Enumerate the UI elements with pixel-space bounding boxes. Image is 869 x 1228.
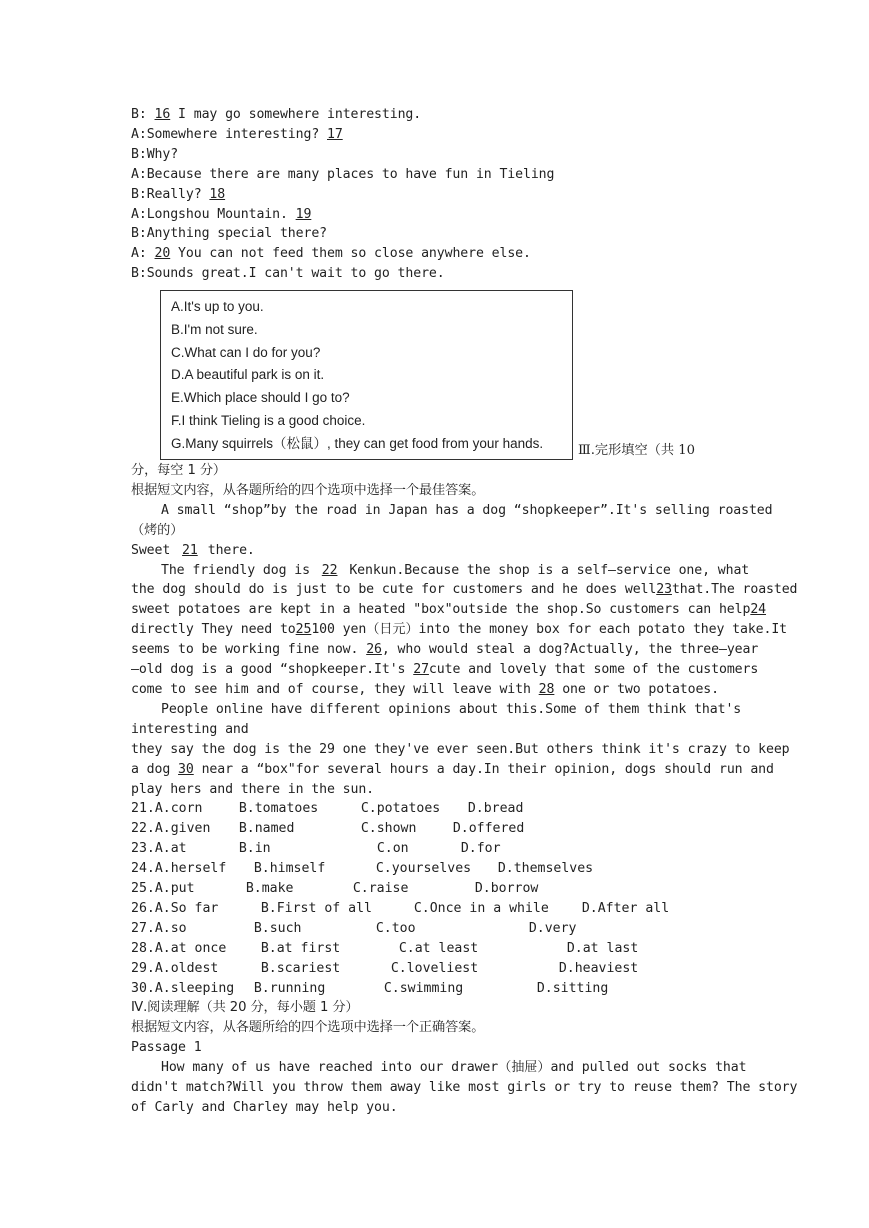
question-row: 21. A.corn B.tomatoes C.potatoes D.bread (131, 801, 524, 817)
paragraph-line: play hers and there in the sun. (131, 781, 375, 797)
blank-18: 18 (209, 186, 226, 202)
paragraph-line: —old dog is a good “shopkeeper.It's 27cute and lovely that some of the customers (131, 662, 759, 678)
paragraph-line: didn't match?Will you throw them away like most girls or try to reuse them? The story (131, 1080, 798, 1096)
dialogue-line: B:Why? (131, 146, 179, 162)
blank-28: 28 (538, 681, 555, 697)
section3-heading-end: 分，每空 1 分） (131, 463, 226, 478)
dialogue-line: B:Sounds great.I can't wait to go there. (131, 266, 445, 282)
dialogue (131, 105, 739, 284)
passage-label: Passage 1 (131, 1040, 202, 1056)
blank-25: 25 (295, 622, 312, 638)
question-row: 29. A.oldest B.scariest C.loveliest D.heaviest (131, 960, 639, 976)
option-e: E.Which place should I go to? (171, 390, 350, 406)
paragraph-line: The friendly dog is 22 Kenkun.Because the shop is a self—service one, what (161, 562, 750, 578)
blank-30: 30 (178, 761, 194, 777)
question-row: 28. A.at once B.at first C.at least D.at last (131, 940, 639, 956)
question-row: 23. A.at B.in C.on D.for (131, 841, 501, 857)
option-g: G.Many squirrels（松鼠）, they can get food from your hands. (171, 435, 544, 451)
paragraph-line: How many of us have reached into our drawer（抽屉）and pulled out socks that (161, 1060, 747, 1076)
paragraph-line: Sweet 21 there. (131, 542, 255, 558)
question-row: 27. A.so B.such C.too D.very (131, 920, 577, 936)
dialogue-line: A:Longshou Mountain. 19 (131, 206, 312, 222)
blank-22: 22 (321, 562, 338, 578)
option-d: D.A beautiful park is on it. (171, 367, 325, 383)
dialogue-line: B:Anything special there? (131, 226, 327, 242)
blank-17: 17 (327, 126, 343, 142)
paragraph-line: a dog 30 near a “box"for several hours a day.In their opinion, dogs should run and (131, 761, 774, 777)
question-row: 24. A.herself B.himself C.yourselves D.themselves (131, 861, 594, 877)
paragraph-line: sweet potatoes are kept in a heated "box"outside the shop.So customers can help24 (131, 602, 767, 618)
blank-21: 21 (182, 542, 198, 558)
option-c: C.What can I do for you? (171, 344, 321, 360)
paragraph-line: seems to be working fine now. 26, who would steal a dog?Actually, the three—year (131, 642, 759, 658)
option-b: B.I'm not sure. (171, 321, 258, 337)
paragraph-line: come to see him and of course, they will leave with 28 one or two potatoes. (131, 681, 719, 697)
blank-27: 27 (413, 662, 429, 678)
dialogue-line: B:Really? 18 (131, 186, 226, 202)
question-row: 22. A.given B.named C.shown D.offered (131, 821, 525, 837)
blank-20: 20 (154, 246, 171, 262)
blank-23: 23 (656, 582, 672, 598)
blank-26: 26 (366, 642, 382, 658)
paragraph-line: directly They need to25100 yen（日元）into the money box for each potato they take.It (131, 622, 788, 638)
paragraph-line: they say the dog is the 29 one they've ever seen.But others think it's crazy to keep (131, 741, 790, 757)
paragraph-line: （烤的） (131, 522, 184, 538)
option-f: F.I think Tieling is a good choice. (171, 412, 366, 428)
dialogue-line: A: 20 You can not feed them so close anywhere else. (131, 246, 531, 262)
dialogue-line: A:Somewhere interesting? 17 (131, 126, 343, 142)
paragraph-line: of Carly and Charley may help you. (131, 1100, 398, 1115)
dialogue-line: A:Because there are many places to have fun in Tieling (131, 166, 555, 182)
option-a: A.It's up to you. (171, 299, 264, 314)
paragraph-line: interesting and (131, 721, 249, 737)
blank-24: 24 (750, 602, 767, 618)
paragraph-line: the dog should do is just to be cute for customers and he does well23that.The roasted (131, 582, 798, 598)
dialogue-line: B: 16 I may go somewhere interesting. (131, 107, 422, 122)
paragraph-line: A small “shop”by the road in Japan has a dog “shopkeeper”.It's selling roasted (161, 502, 773, 518)
section3-instruction: 根据短文内容，从各题所给的四个选项中选择一个最佳答案。 (131, 482, 485, 498)
section3 (131, 461, 798, 1118)
section4-instruction: 根据短文内容，从各题所给的四个选项中选择一个正确答案。 (131, 1020, 485, 1036)
question-row: 30. A.sleeping B.running C.swimming D.sitting (131, 980, 609, 996)
options-box (160, 290, 573, 460)
section4-heading: Ⅳ.阅读理解（共 20 分，每小题 1 分） (131, 1000, 359, 1016)
blank-16: 16 (154, 107, 171, 122)
document-page (131, 105, 739, 284)
question-row: 25. A.put B.make C.raise D.borrow (131, 881, 539, 897)
question-list (131, 799, 739, 998)
section3-heading-start: Ⅲ.完形填空（共 10 (578, 443, 696, 458)
blank-19: 19 (295, 206, 312, 222)
question-row: 26. A.So far B.First of all C.Once in a while D.After all (131, 900, 670, 916)
paragraph-line: People online have different opinions about this.Some of them think that's (161, 701, 742, 717)
